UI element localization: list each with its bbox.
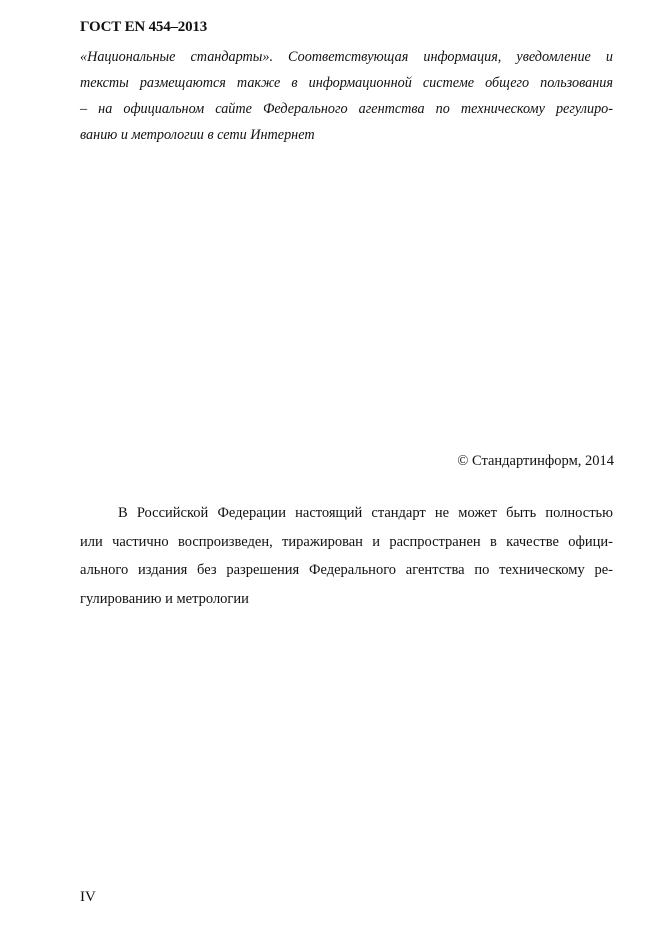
standard-designation: ГОСТ EN 454–2013 <box>80 19 207 35</box>
rights-line: ального издания без разрешения Федерального агентства по техническому ре- <box>80 562 613 578</box>
rights-line: В Российской Федерации настоящий стандарт не может быть полностью <box>118 505 613 521</box>
rights-line: или частично воспроизведен, тиражирован и распространен в качестве офици- <box>80 533 613 550</box>
notice-line: «Национальные стандарты». Соответствующая информация, уведомление и <box>80 49 613 65</box>
reproduction-rights-paragraph <box>80 499 613 613</box>
copyright-line: © Стандартинформ, 2014 <box>457 453 614 469</box>
notice-line: тексты размещаются также в информационной системе общего пользования <box>80 75 613 91</box>
notice-line: – на официальном сайте Федерального агентства по техническому регулиро- <box>80 101 613 117</box>
page-number: IV <box>80 889 96 905</box>
rights-line: гулированию и метрологии <box>80 590 249 607</box>
notice-line: ванию и метрологии в сети Интернет <box>80 127 315 143</box>
publication-notice <box>80 44 613 148</box>
